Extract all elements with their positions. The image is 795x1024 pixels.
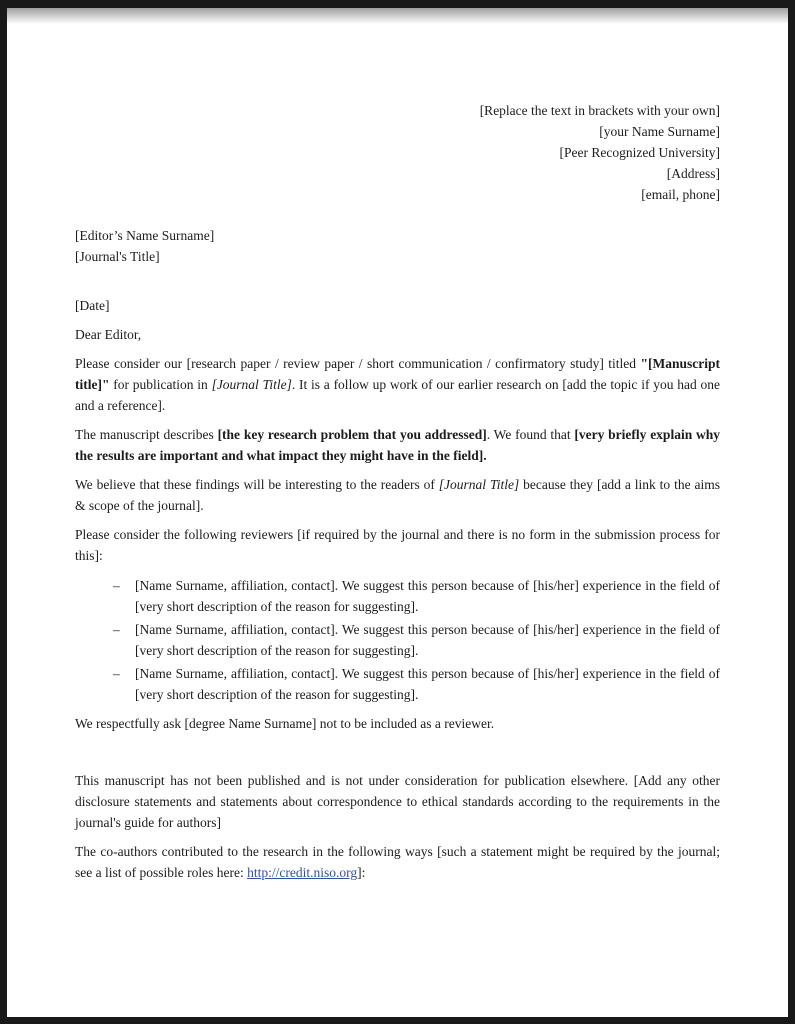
text-run: for publication in — [109, 377, 212, 392]
paragraph-manuscript-intro — [75, 353, 720, 416]
text-run: The manuscript describes — [75, 427, 218, 442]
paragraph-manuscript-describes — [75, 424, 720, 466]
journal-title-italic: [Journal Title] — [211, 377, 292, 392]
reviewer-item — [75, 663, 720, 705]
text-run: ]: — [357, 865, 366, 880]
text-run: . We found that — [486, 427, 575, 442]
reviewer-list — [75, 575, 720, 705]
reviewer-item-text: [Name Surname, affiliation, contact]. We suggest this person because of [his/her] experience in the field of [very short description of the reason for suggesting]. — [135, 622, 720, 658]
paragraph-excluded-reviewer: We respectfully ask [degree Name Surname] not to be included as a reviewer. — [75, 716, 495, 731]
dash-marker: – — [113, 666, 120, 681]
dash-marker: – — [113, 578, 120, 593]
credit-niso-link[interactable]: http://credit.niso.org — [247, 865, 358, 880]
text-run: because they [add a link to the aims & scope of the journal]. — [75, 477, 720, 513]
text-run: The co-authors contributed to the research in the following ways [such a statement might be required by the journal; see a list of possible roles here: — [75, 844, 720, 880]
sender-line-address: [Address] — [666, 166, 720, 181]
salutation: Dear Editor, — [75, 327, 142, 342]
sender-address-block — [75, 100, 720, 205]
sender-line-name: [your Name Surname] — [599, 124, 720, 139]
reviewer-item — [75, 619, 720, 661]
paragraph-findings-interest — [75, 474, 720, 516]
paragraph-reviewers-intro: Please consider the following reviewers [if required by the journal and there is no form in the submission process for this]: — [75, 527, 720, 563]
journal-title-italic: [Journal Title] — [438, 477, 520, 492]
sender-line-instruction: [Replace the text in brackets with your own] — [479, 103, 720, 118]
manuscript-title-bold: "[Manuscript title]" — [75, 356, 720, 392]
text-run: We believe that these findings will be interesting to the readers of — [75, 477, 439, 492]
text-run: Please consider our [research paper / review paper / short communication / confirmatory study] titled — [75, 356, 641, 371]
dash-marker: – — [113, 622, 120, 637]
letter-page — [7, 8, 788, 1017]
reviewer-item-text: [Name Surname, affiliation, contact]. We suggest this person because of [his/her] experience in the field of [very short description of the reason for suggesting]. — [135, 578, 720, 614]
date-line: [Date] — [75, 298, 110, 313]
recipient-journal-title: [Journal's Title] — [75, 249, 160, 264]
recipient-block — [75, 225, 720, 267]
text-run: . It is a follow up work of our earlier research on [add the topic if you had one and a reference]. — [75, 377, 720, 413]
key-problem-bold: [the key research problem that you addressed] — [217, 427, 487, 442]
recipient-editor-name: [Editor’s Name Surname] — [75, 228, 215, 243]
paragraph-coauthor-roles — [75, 841, 720, 883]
reviewer-item-text: [Name Surname, affiliation, contact]. We suggest this person because of [his/her] experience in the field of [very short description of the reason for suggesting]. — [135, 666, 720, 702]
sender-line-university: [Peer Recognized University] — [559, 145, 720, 160]
paragraph-disclosure: This manuscript has not been published and is not under consideration for publication elsewhere. [Add any other disclosure statements and statements about correspondence to ethical standards according to the requirements in the journal's guide for authors] — [75, 773, 720, 830]
results-impact-bold: [very briefly explain why the results are important and what impact they might have in the field]. — [75, 427, 720, 463]
reviewer-item — [75, 575, 720, 617]
sender-line-contact: [email, phone] — [641, 187, 720, 202]
